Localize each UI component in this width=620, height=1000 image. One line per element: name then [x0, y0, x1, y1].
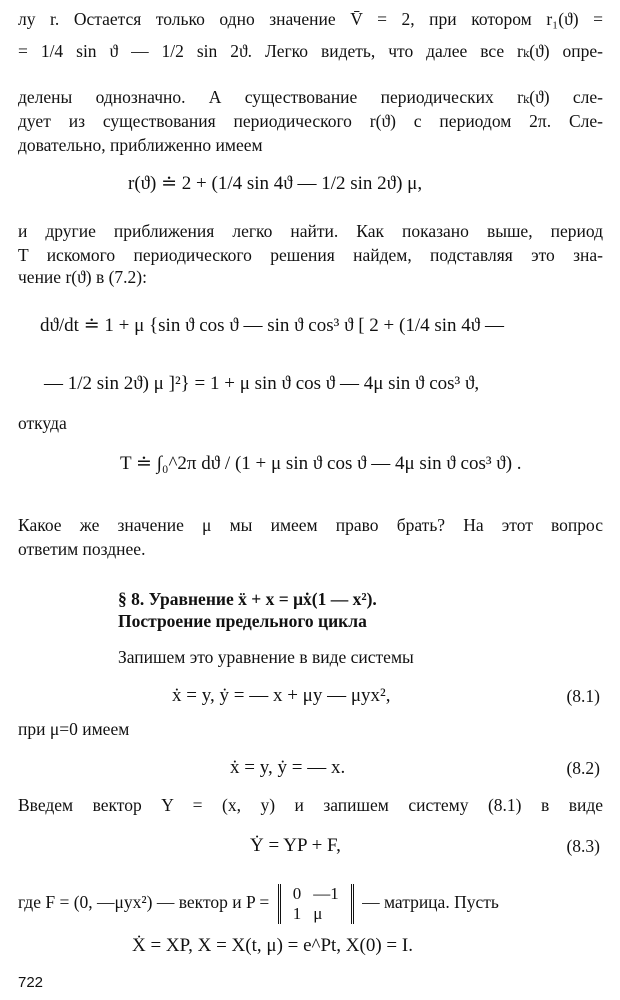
equation-8-3: Ẏ = YP + F,: [250, 835, 341, 856]
text-line: делены однозначно. А существование периодических rₖ(ϑ) сле-: [18, 87, 603, 107]
text-line: ответим позднее.: [18, 539, 146, 559]
text-line: откуда: [18, 413, 67, 433]
section-subtitle: Построение предельного цикла: [118, 611, 367, 631]
equation-number: (8.1): [566, 686, 600, 706]
matrix-cell: 0: [292, 883, 302, 903]
formula-period-T: T ≐ ∫₀^2π dϑ / (1 + μ sin ϑ cos ϑ — 4μ sin ϑ cos³ ϑ) .: [120, 453, 522, 474]
text-line: = 1/4 sin ϑ — 1/2 sin 2ϑ. Легко видеть, что далее все rₖ(ϑ) опре-: [18, 41, 603, 61]
matrix-P: [278, 884, 354, 924]
text-line: T искомого периодического решения найдем, подставляя это зна-: [18, 245, 603, 265]
text-line: дует из существования периодического r(ϑ) с периодом 2π. Сле-: [18, 111, 603, 131]
section-title: § 8. Уравнение ẍ + x = μẋ(1 — x²).: [118, 589, 377, 609]
text-line: Введем вектор Y = (x, y) и запишем систему (8.1) в виде: [18, 795, 603, 815]
matrix-cell: μ: [313, 903, 323, 923]
matrix-cell: —1: [313, 883, 339, 903]
formula-r-theta: r(ϑ) ≐ 2 + (1/4 sin 4ϑ — 1/2 sin 2ϑ) μ,: [128, 173, 423, 194]
text-line: Какое же значение μ мы имеем право брать? На этот вопрос: [18, 515, 603, 535]
text-line: довательно, приближенно имеем: [18, 135, 263, 155]
text-line: и другие приближения легко найти. Как показано выше, период: [18, 221, 603, 241]
equation-number: (8.2): [566, 758, 600, 778]
equation-8-1: ẋ = y, ẏ = — x + μy — μyx²,: [172, 685, 391, 706]
matrix-line-suffix: — матрица. Пусть: [362, 892, 499, 912]
matrix-line-prefix: где F = (0, —μyx²) — вектор и P =: [18, 892, 270, 912]
text-line: Запишем это уравнение в виде системы: [118, 647, 414, 667]
page-number: 722: [18, 974, 44, 991]
equation-number: (8.3): [566, 836, 600, 856]
formula-dtheta-dt-line1: dϑ/dt ≐ 1 + μ {sin ϑ cos ϑ — sin ϑ cos³ ϑ [ 2 + (1/4 sin 4ϑ —: [40, 315, 504, 336]
matrix-cell: 1: [292, 903, 302, 923]
text-line: лу r. Остается только одно значение V̄ = 2, при котором r₁(ϑ) =: [18, 9, 603, 29]
text-line: чение r(ϑ) в (7.2):: [18, 267, 147, 287]
formula-dtheta-dt-line2: — 1/2 sin 2ϑ) μ ]²} = 1 + μ sin ϑ cos ϑ — 4μ sin ϑ cos³ ϑ,: [44, 373, 480, 394]
text-line: при μ=0 имеем: [18, 719, 130, 739]
formula-exponential: Ẋ = XP, X = X(t, μ) = e^Pt, X(0) = I.: [132, 935, 413, 956]
matrix-line: [18, 880, 603, 926]
equation-8-2: ẋ = y, ẏ = — x.: [230, 757, 346, 778]
